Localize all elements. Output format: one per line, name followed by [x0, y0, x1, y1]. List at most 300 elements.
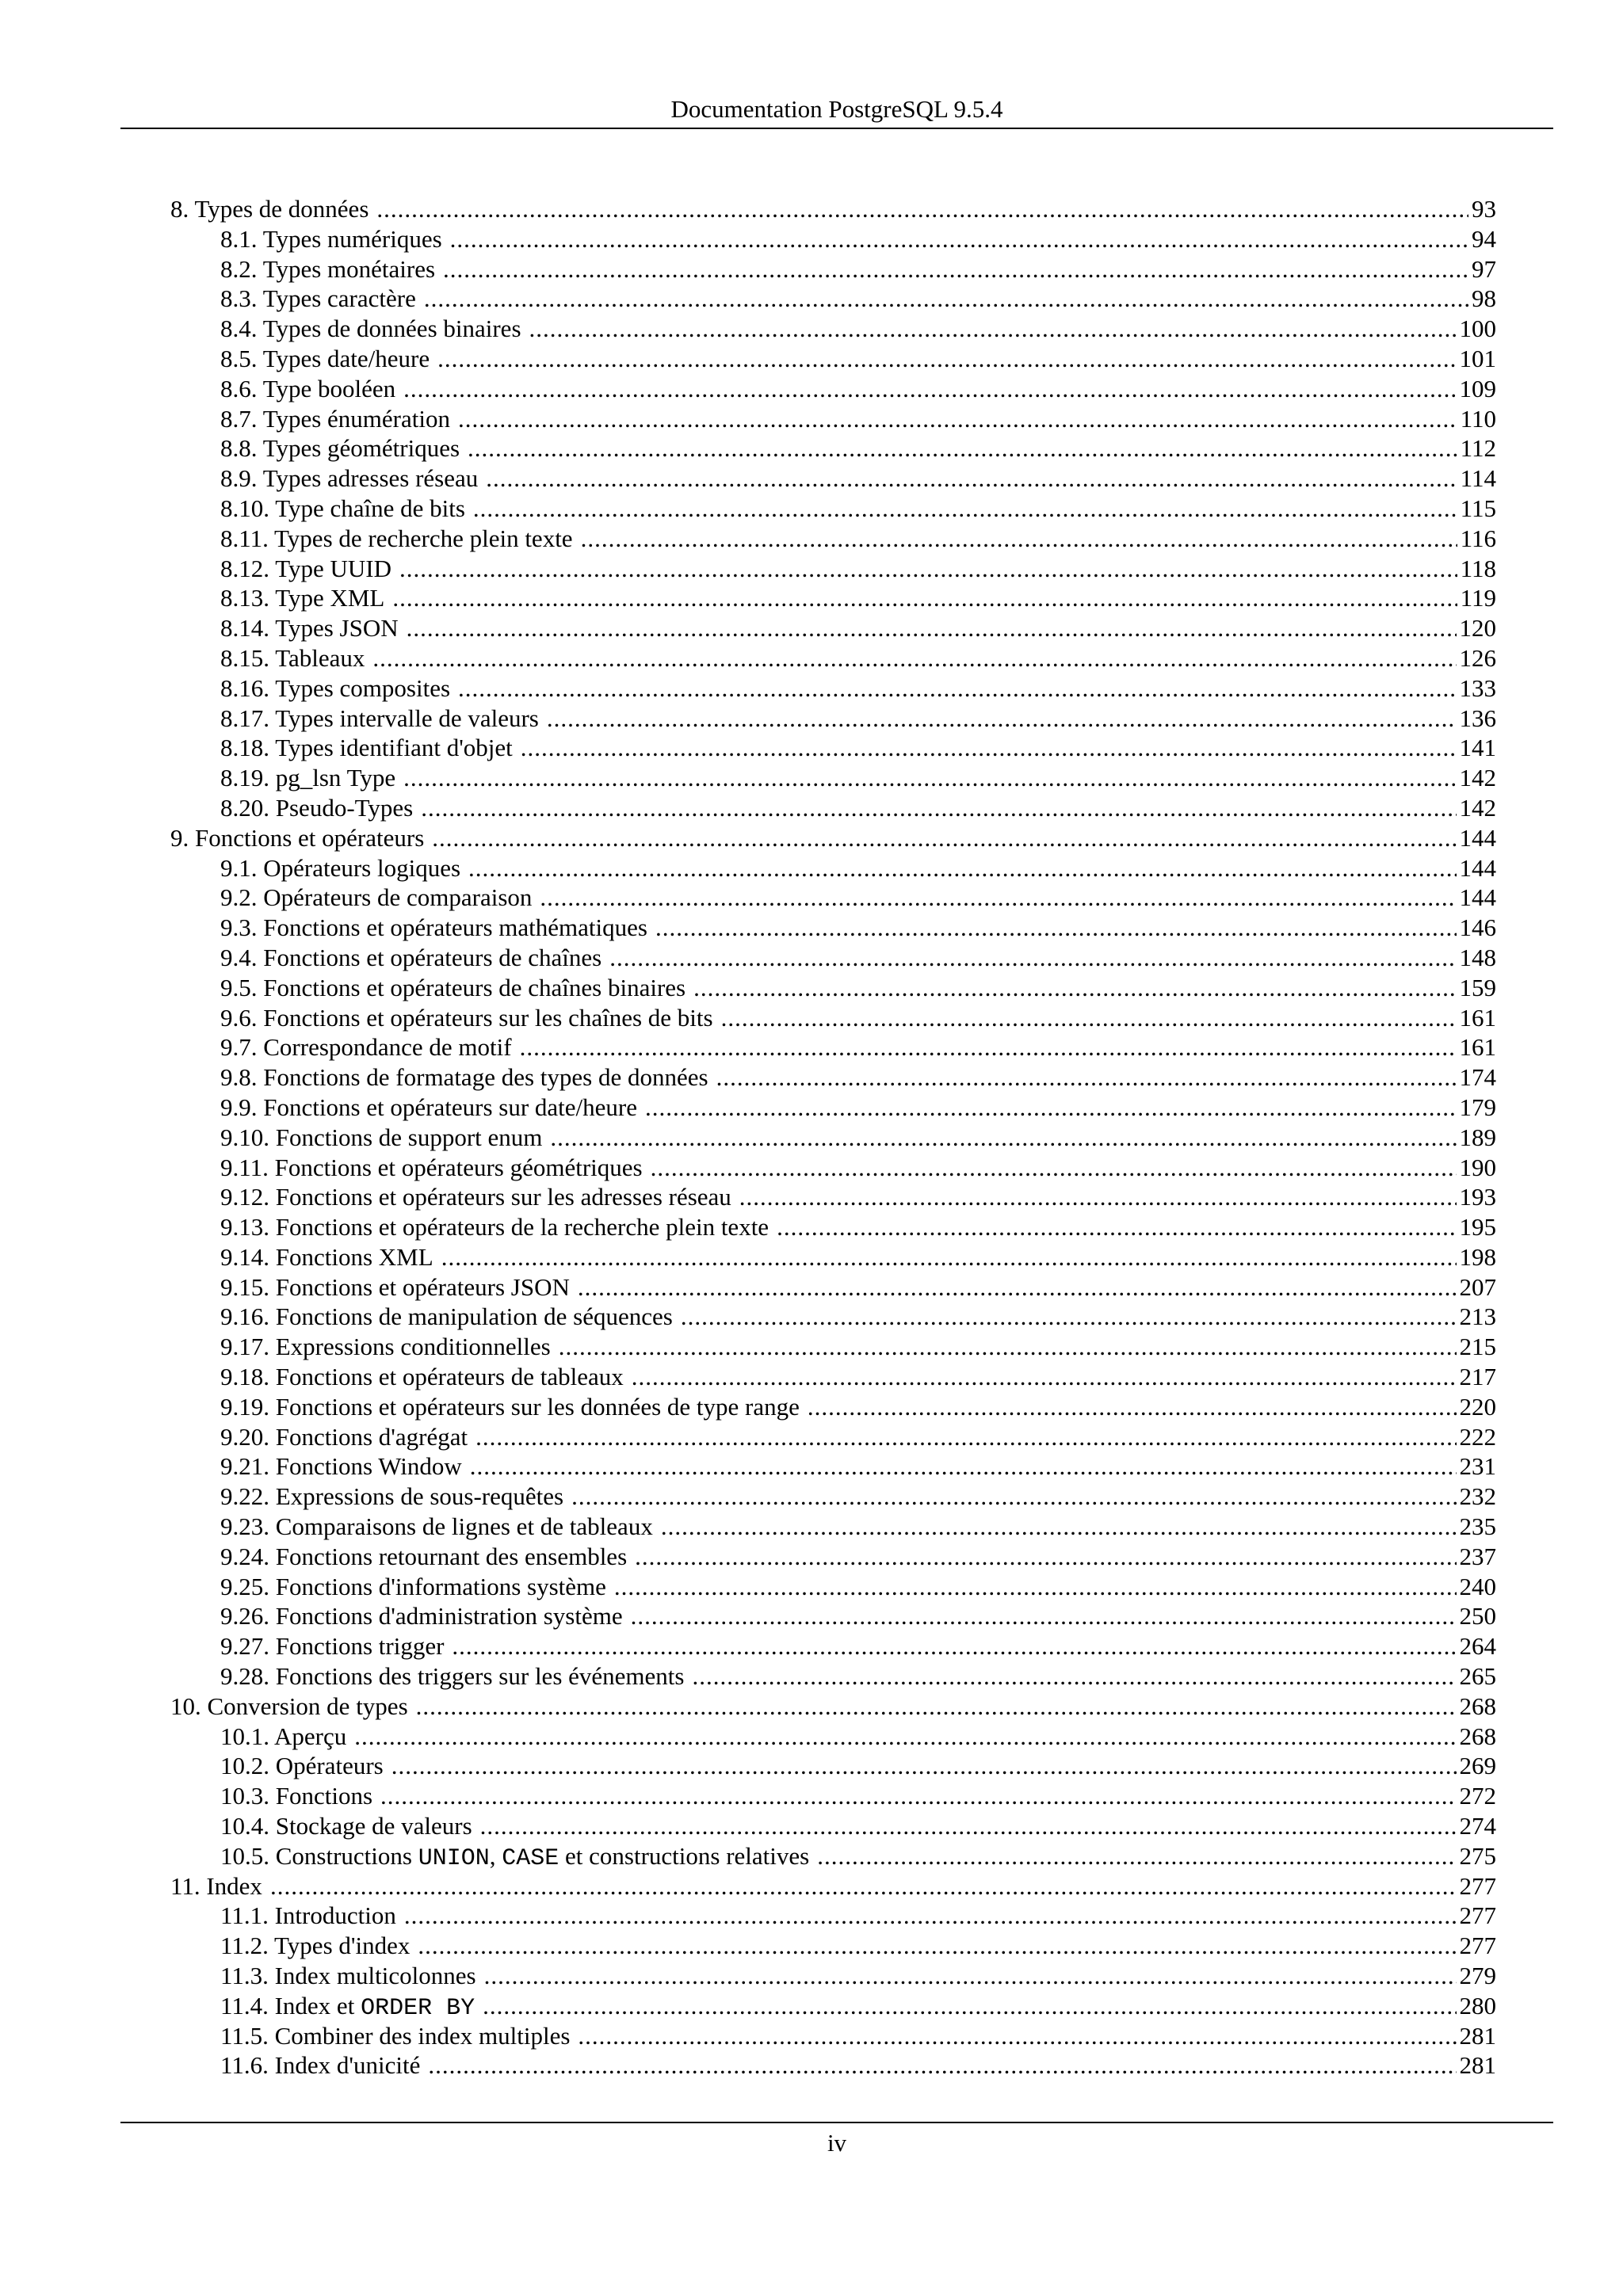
toc-entry-page: 146	[1459, 913, 1496, 942]
toc-entry-label	[220, 1182, 731, 1212]
toc-entry-text: 8.7. Types énumération	[220, 404, 450, 433]
dot-leader	[452, 1631, 1456, 1661]
toc-entry-label	[220, 973, 685, 1003]
toc-entry-label	[220, 2021, 570, 2051]
toc-entry-page: 281	[1459, 2051, 1496, 2080]
toc-entry-text: 8.2. Types monétaires	[220, 254, 436, 283]
dot-leader	[547, 704, 1457, 734]
dot-leader	[655, 913, 1457, 943]
toc-entry-text: 8.13. Type XML	[220, 584, 385, 612]
toc-entry-text: 9.27. Fonctions trigger	[220, 1632, 445, 1661]
toc-entry-text: 11.6. Index d'unicité	[220, 2051, 421, 2080]
toc-entry[interactable]	[170, 913, 1496, 943]
toc-entry[interactable]	[170, 194, 1496, 224]
toc-entry-label	[220, 1332, 551, 1362]
toc-entry-page: 272	[1459, 1782, 1496, 1810]
toc-entry-page: 109	[1459, 374, 1496, 402]
toc-entry-text: 9.2. Opérateurs de comparaison	[220, 883, 533, 912]
toc-entry-page: 159	[1459, 973, 1496, 1001]
toc-entry-label	[220, 1123, 542, 1153]
toc-entry-page: 144	[1459, 823, 1496, 852]
dot-leader	[473, 494, 1457, 524]
toc-entry[interactable]	[170, 583, 1496, 613]
toc-entry-page: 142	[1459, 793, 1496, 822]
toc-entry[interactable]	[170, 1781, 1496, 1811]
dot-leader	[437, 344, 1456, 374]
toc-entry-page: 136	[1459, 704, 1496, 732]
toc-entry-text: 9. Fonctions et opérateurs	[170, 823, 425, 852]
toc-entry-text: 8.14. Types JSON	[220, 614, 399, 643]
toc-entry-text: 9.16. Fonctions de manipulation de séquences	[220, 1302, 673, 1331]
dot-leader	[458, 673, 1456, 704]
dot-leader	[581, 524, 1457, 554]
toc-entry-page: 189	[1459, 1123, 1496, 1151]
toc-entry-label	[170, 823, 424, 853]
toc-entry[interactable]	[170, 853, 1496, 883]
toc-entry-label	[170, 1691, 408, 1722]
dot-leader	[692, 1661, 1456, 1691]
dot-leader	[521, 733, 1457, 763]
toc-entry[interactable]	[170, 613, 1496, 643]
toc-entry-page: 101	[1459, 344, 1496, 372]
dot-leader	[609, 943, 1456, 973]
toc-entry[interactable]	[170, 1991, 1496, 2021]
toc-entry[interactable]	[170, 1751, 1496, 1781]
toc-entry-text: 8.10. Type chaîne de bits	[220, 494, 465, 522]
toc-entry-label	[220, 1722, 346, 1752]
toc-entry-label	[220, 1153, 643, 1183]
toc-entry-page: 118	[1460, 554, 1496, 582]
toc-entry[interactable]	[170, 1032, 1496, 1062]
dot-leader	[391, 1751, 1457, 1781]
toc-entry-label	[220, 1212, 769, 1242]
dot-leader	[468, 853, 1456, 883]
toc-entry-page: 97	[1472, 254, 1496, 283]
dot-leader	[571, 1482, 1456, 1512]
dot-leader	[578, 2021, 1456, 2051]
toc-entry-text: 9.20. Fonctions d'agrégat	[220, 1422, 468, 1451]
toc-entry-text: 9.3. Fonctions et opérateurs mathématiques	[220, 913, 647, 942]
dot-leader	[614, 1572, 1457, 1602]
toc-entry-label	[220, 1482, 563, 1512]
toc-entry-page: 161	[1459, 1003, 1496, 1032]
table-of-contents	[170, 194, 1496, 2081]
toc-entry-label	[220, 433, 460, 463]
toc-entry-text: 11.4. Index et	[220, 1991, 361, 2019]
toc-entry-text: 9.7. Correspondance de motif	[220, 1033, 512, 1062]
dot-leader	[424, 284, 1468, 314]
dot-leader	[372, 643, 1456, 673]
toc-entry[interactable]	[170, 1871, 1496, 1901]
toc-entry[interactable]	[170, 1661, 1496, 1691]
toc-entry-page: 265	[1459, 1662, 1496, 1691]
toc-entry-page: 98	[1472, 284, 1496, 313]
dot-leader	[421, 793, 1456, 823]
toc-entry-label	[220, 1093, 637, 1123]
dot-leader	[817, 1841, 1456, 1871]
toc-entry-text: 8.15. Tableaux	[220, 643, 365, 672]
toc-entry-text: 11.3. Index multicolonnes	[220, 1962, 476, 1990]
toc-entry-label	[220, 733, 513, 763]
toc-entry-text: 8.18. Types identifiant d'objet	[220, 734, 513, 762]
toc-entry[interactable]	[170, 793, 1496, 823]
toc-entry-label	[220, 1572, 606, 1602]
toc-entry-page: 268	[1459, 1722, 1496, 1750]
toc-entry[interactable]	[170, 1931, 1496, 1961]
toc-entry-text: 9.1. Opérateurs logiques	[220, 853, 461, 882]
toc-entry[interactable]	[170, 733, 1496, 763]
dot-leader	[693, 973, 1456, 1003]
toc-entry-label	[220, 1991, 475, 2024]
toc-entry-text: 8.19. pg_lsn Type	[220, 764, 396, 792]
toc-entry-text: 9.6. Fonctions et opérateurs sur les chaînes de bits	[220, 1003, 713, 1032]
toc-entry-label	[220, 224, 442, 254]
toc-entry[interactable]	[170, 463, 1496, 494]
dot-leader	[483, 1991, 1456, 2021]
toc-entry-text: 8.9. Types adresses réseau	[220, 464, 479, 493]
toc-entry-label	[170, 194, 369, 224]
toc-entry-label	[220, 1032, 512, 1062]
toc-entry-page: 115	[1460, 494, 1496, 522]
page-number: iv	[827, 2129, 847, 2157]
toc-entry[interactable]	[170, 254, 1496, 284]
toc-entry-text: 10. Conversion de types	[170, 1691, 408, 1720]
toc-entry[interactable]	[170, 1123, 1496, 1153]
toc-entry[interactable]	[170, 1451, 1496, 1482]
toc-entry-label	[220, 1781, 372, 1811]
toc-entry-label	[220, 254, 435, 284]
dot-leader	[484, 1961, 1457, 1991]
toc-entry[interactable]	[170, 1601, 1496, 1631]
toc-entry-label	[220, 704, 539, 734]
toc-entry[interactable]	[170, 1512, 1496, 1542]
toc-entry-page: 215	[1459, 1333, 1496, 1361]
toc-entry-text: 10.3. Fonctions	[220, 1782, 373, 1810]
toc-entry[interactable]	[170, 554, 1496, 584]
toc-entry-page: 110	[1460, 404, 1496, 433]
toc-entry-text: 10.5. Constructions	[220, 1841, 418, 1870]
toc-entry-text: 9.24. Fonctions retournant des ensembles	[220, 1542, 628, 1570]
toc-entry-label	[220, 404, 450, 434]
dot-leader	[270, 1871, 1457, 1901]
toc-entry[interactable]	[170, 433, 1496, 463]
toc-entry-label	[220, 1601, 623, 1631]
toc-entry-text: 9.12. Fonctions et opérateurs sur les adresses réseau	[220, 1183, 731, 1211]
toc-entry-label	[220, 1392, 800, 1422]
toc-entry-label	[220, 1901, 396, 1931]
toc-entry[interactable]	[170, 1362, 1496, 1392]
dot-leader	[681, 1302, 1457, 1332]
toc-entry-label	[220, 763, 395, 793]
toc-entry-page: 190	[1459, 1153, 1496, 1181]
toc-entry-page: 237	[1459, 1542, 1496, 1570]
toc-entry-page: 264	[1459, 1632, 1496, 1661]
toc-entry-label	[220, 1751, 384, 1781]
toc-entry[interactable]	[170, 224, 1496, 254]
dot-leader	[428, 2050, 1456, 2081]
toc-entry-label	[220, 1811, 472, 1841]
toc-entry-label	[220, 524, 573, 554]
dot-leader	[808, 1392, 1457, 1422]
toc-entry[interactable]	[170, 404, 1496, 434]
toc-entry-label	[220, 463, 478, 494]
code-keyword: CASE	[502, 1844, 559, 1872]
toc-entry[interactable]	[170, 2021, 1496, 2051]
toc-entry-label	[220, 1961, 476, 1991]
toc-entry-page: 217	[1459, 1363, 1496, 1391]
toc-entry-label	[220, 1003, 713, 1033]
dot-leader	[418, 1931, 1456, 1961]
toc-entry-label	[170, 1871, 262, 1901]
dot-leader	[559, 1332, 1457, 1362]
toc-entry-text: 9.28. Fonctions des triggers sur les événements	[220, 1662, 685, 1691]
toc-entry[interactable]	[170, 1062, 1496, 1093]
toc-entry-page: 195	[1459, 1213, 1496, 1241]
toc-entry[interactable]	[170, 284, 1496, 314]
toc-entry-label	[220, 1272, 570, 1302]
toc-entry-label	[220, 1362, 624, 1392]
toc-entry[interactable]	[170, 1542, 1496, 1572]
toc-entry-label	[220, 284, 416, 314]
toc-entry[interactable]	[170, 823, 1496, 853]
dot-leader	[739, 1182, 1457, 1212]
toc-entry-text: 9.9. Fonctions et opérateurs sur date/heure	[220, 1093, 637, 1121]
toc-entry[interactable]	[170, 1482, 1496, 1512]
toc-entry[interactable]	[170, 2050, 1496, 2081]
toc-entry-page: 250	[1459, 1602, 1496, 1630]
toc-entry-text: 10.2. Opérateurs	[220, 1752, 384, 1780]
toc-entry-page: 240	[1459, 1572, 1496, 1600]
dot-leader	[486, 463, 1457, 494]
toc-entry[interactable]	[170, 1901, 1496, 1931]
dot-leader	[470, 1451, 1457, 1482]
toc-entry-text: 8.8. Types géométriques	[220, 434, 460, 463]
toc-entry[interactable]	[170, 1272, 1496, 1302]
toc-entry-text: 8.11. Types de recherche plein texte	[220, 524, 573, 552]
toc-entry[interactable]	[170, 1302, 1496, 1332]
toc-entry-text: ,	[489, 1841, 502, 1870]
toc-entry-text: 8. Types de données	[170, 195, 369, 223]
toc-entry[interactable]	[170, 344, 1496, 374]
toc-entry[interactable]	[170, 673, 1496, 704]
dot-leader	[578, 1272, 1457, 1302]
toc-entry[interactable]	[170, 1212, 1496, 1242]
code-keyword: ORDER BY	[361, 1994, 475, 2022]
toc-entry-text: 9.8. Fonctions de formatage des types de données	[220, 1063, 708, 1092]
toc-entry-page: 133	[1459, 673, 1496, 702]
dot-leader	[631, 1601, 1457, 1631]
toc-entry-page: 277	[1459, 1871, 1496, 1900]
dot-leader	[416, 1691, 1457, 1722]
toc-entry-text: 9.21. Fonctions Window	[220, 1452, 462, 1481]
toc-entry-page: 281	[1459, 2021, 1496, 2050]
toc-entry[interactable]	[170, 1003, 1496, 1033]
toc-entry-label	[220, 554, 391, 584]
toc-entry-text: 9.13. Fonctions et opérateurs de la recherche plein texte	[220, 1213, 769, 1241]
toc-entry-text: 8.20. Pseudo-Types	[220, 793, 414, 822]
toc-entry-text: 8.3. Types caractère	[220, 284, 416, 313]
dot-leader	[458, 404, 1457, 434]
toc-entry[interactable]	[170, 1153, 1496, 1183]
toc-entry-label	[220, 374, 395, 404]
toc-entry-text: 8.6. Type booléen	[220, 374, 396, 402]
toc-entry-label	[220, 1422, 468, 1452]
toc-entry-page: 279	[1459, 1962, 1496, 1990]
toc-entry[interactable]	[170, 1422, 1496, 1452]
dot-leader	[635, 1542, 1456, 1572]
toc-entry[interactable]	[170, 1332, 1496, 1362]
dot-leader	[376, 194, 1468, 224]
dot-leader	[550, 1123, 1456, 1153]
dot-leader	[399, 554, 1457, 584]
toc-entry-page: 269	[1459, 1752, 1496, 1780]
toc-entry-text: 8.4. Types de données binaires	[220, 315, 521, 343]
toc-entry[interactable]	[170, 1631, 1496, 1661]
toc-entry-text: 9.18. Fonctions et opérateurs de tableaux	[220, 1363, 624, 1391]
toc-entry-label	[220, 1661, 684, 1691]
toc-entry-text: 11.5. Combiner des index multiples	[220, 2021, 571, 2050]
toc-entry-page: 268	[1459, 1691, 1496, 1720]
toc-entry-page: 142	[1459, 764, 1496, 792]
dot-leader	[632, 1362, 1457, 1392]
dot-leader	[661, 1512, 1457, 1542]
toc-entry[interactable]	[170, 524, 1496, 554]
toc-entry-text: 9.19. Fonctions et opérateurs sur les données de type range	[220, 1392, 800, 1421]
toc-entry-label	[220, 643, 365, 673]
toc-entry[interactable]	[170, 1392, 1496, 1422]
toc-entry-text: 9.11. Fonctions et opérateurs géométriques	[220, 1153, 643, 1181]
toc-entry-page: 207	[1459, 1272, 1496, 1301]
toc-entry-text: 8.12. Type UUID	[220, 554, 391, 582]
toc-entry-page: 213	[1459, 1302, 1496, 1331]
toc-entry[interactable]	[170, 1841, 1496, 1871]
toc-entry[interactable]	[170, 1182, 1496, 1212]
toc-entry[interactable]	[170, 1572, 1496, 1602]
toc-entry-label	[220, 883, 532, 913]
toc-entry-label	[220, 1242, 433, 1272]
dot-leader	[716, 1062, 1457, 1093]
toc-entry-page: 112	[1460, 434, 1496, 463]
dot-leader	[441, 1242, 1457, 1272]
dot-leader	[404, 1901, 1457, 1931]
toc-entry-page: 222	[1459, 1422, 1496, 1451]
toc-entry-text: 9.4. Fonctions et opérateurs de chaînes	[220, 943, 602, 971]
toc-entry-page: 94	[1472, 224, 1496, 253]
toc-entry[interactable]	[170, 643, 1496, 673]
toc-entry-label	[220, 494, 465, 524]
toc-entry-text: et constructions relatives	[559, 1841, 810, 1870]
toc-entry[interactable]	[170, 1093, 1496, 1123]
toc-entry-page: 114	[1460, 464, 1496, 493]
toc-entry[interactable]	[170, 374, 1496, 404]
toc-entry[interactable]	[170, 763, 1496, 793]
footer-rule	[120, 2122, 1553, 2123]
dot-leader	[380, 1781, 1456, 1811]
dot-leader	[432, 823, 1456, 853]
toc-entry[interactable]	[170, 314, 1496, 344]
toc-entry-text: 10.1. Aperçu	[220, 1722, 347, 1750]
toc-entry-text: 9.23. Comparaisons de lignes et de tableaux	[220, 1512, 653, 1541]
toc-entry-text: 9.22. Expressions de sous-requêtes	[220, 1482, 564, 1511]
toc-entry-text: 8.1. Types numériques	[220, 224, 442, 253]
toc-entry-text: 11.2. Types d'index	[220, 1932, 411, 1960]
toc-entry-label	[220, 344, 430, 374]
dot-leader	[392, 583, 1457, 613]
toc-entry[interactable]	[170, 1722, 1496, 1752]
toc-entry-text: 10.4. Stockage de valeurs	[220, 1812, 472, 1840]
toc-entry[interactable]	[170, 1961, 1496, 1991]
toc-entry-page: 148	[1459, 943, 1496, 971]
toc-entry[interactable]	[170, 494, 1496, 524]
toc-entry-label	[220, 853, 460, 883]
toc-entry-label	[220, 913, 647, 943]
toc-entry-text: 11.1. Introduction	[220, 1901, 396, 1930]
toc-entry-page: 277	[1459, 1932, 1496, 1960]
toc-entry-text: 9.17. Expressions conditionnelles	[220, 1333, 551, 1361]
code-keyword: UNION	[418, 1844, 490, 1872]
toc-entry-page: 179	[1459, 1093, 1496, 1121]
header-rule	[120, 128, 1553, 129]
toc-entry-page: 119	[1460, 584, 1496, 612]
toc-entry[interactable]	[170, 1242, 1496, 1272]
toc-entry[interactable]	[170, 973, 1496, 1003]
dot-leader	[443, 254, 1468, 284]
toc-entry[interactable]	[170, 1691, 1496, 1722]
toc-entry[interactable]	[170, 883, 1496, 913]
toc-entry-label	[220, 1512, 653, 1542]
toc-entry-text: 8.16. Types composites	[220, 673, 451, 702]
dot-leader	[520, 1032, 1457, 1062]
dot-leader	[777, 1212, 1456, 1242]
dot-leader	[721, 1003, 1457, 1033]
toc-entry-page: 126	[1459, 643, 1496, 672]
dot-leader	[529, 314, 1457, 344]
dot-leader	[450, 224, 1468, 254]
toc-entry-label	[220, 1542, 627, 1572]
toc-entry-label	[220, 613, 399, 643]
toc-entry-page: 141	[1459, 734, 1496, 762]
toc-entry-page: 198	[1459, 1242, 1496, 1271]
toc-entry-page: 277	[1459, 1901, 1496, 1930]
toc-entry-page: 235	[1459, 1512, 1496, 1541]
toc-entry-label	[220, 583, 384, 613]
toc-entry[interactable]	[170, 1811, 1496, 1841]
toc-entry-page: 220	[1459, 1392, 1496, 1421]
toc-entry-label	[220, 1631, 444, 1661]
dot-leader	[403, 763, 1456, 793]
dot-leader	[354, 1722, 1456, 1752]
toc-entry-label	[220, 1062, 708, 1093]
toc-entry-text: 8.17. Types intervalle de valeurs	[220, 704, 539, 732]
toc-entry-page: 275	[1459, 1841, 1496, 1870]
dot-leader	[468, 433, 1457, 463]
toc-entry-page: 116	[1460, 524, 1496, 552]
toc-entry-label	[220, 1931, 410, 1961]
toc-entry-page: 193	[1459, 1183, 1496, 1211]
toc-entry[interactable]	[170, 704, 1496, 734]
dot-leader	[403, 374, 1456, 404]
toc-entry[interactable]	[170, 943, 1496, 973]
dot-leader	[480, 1811, 1457, 1841]
dot-leader	[540, 883, 1456, 913]
toc-entry-text: 9.5. Fonctions et opérateurs de chaînes binaires	[220, 973, 686, 1001]
toc-entry-page: 161	[1459, 1033, 1496, 1062]
toc-entry-label	[220, 1841, 809, 1875]
toc-entry-label	[220, 1302, 673, 1332]
toc-entry-label	[220, 314, 521, 344]
dot-leader	[645, 1093, 1457, 1123]
toc-entry-page: 120	[1459, 614, 1496, 643]
